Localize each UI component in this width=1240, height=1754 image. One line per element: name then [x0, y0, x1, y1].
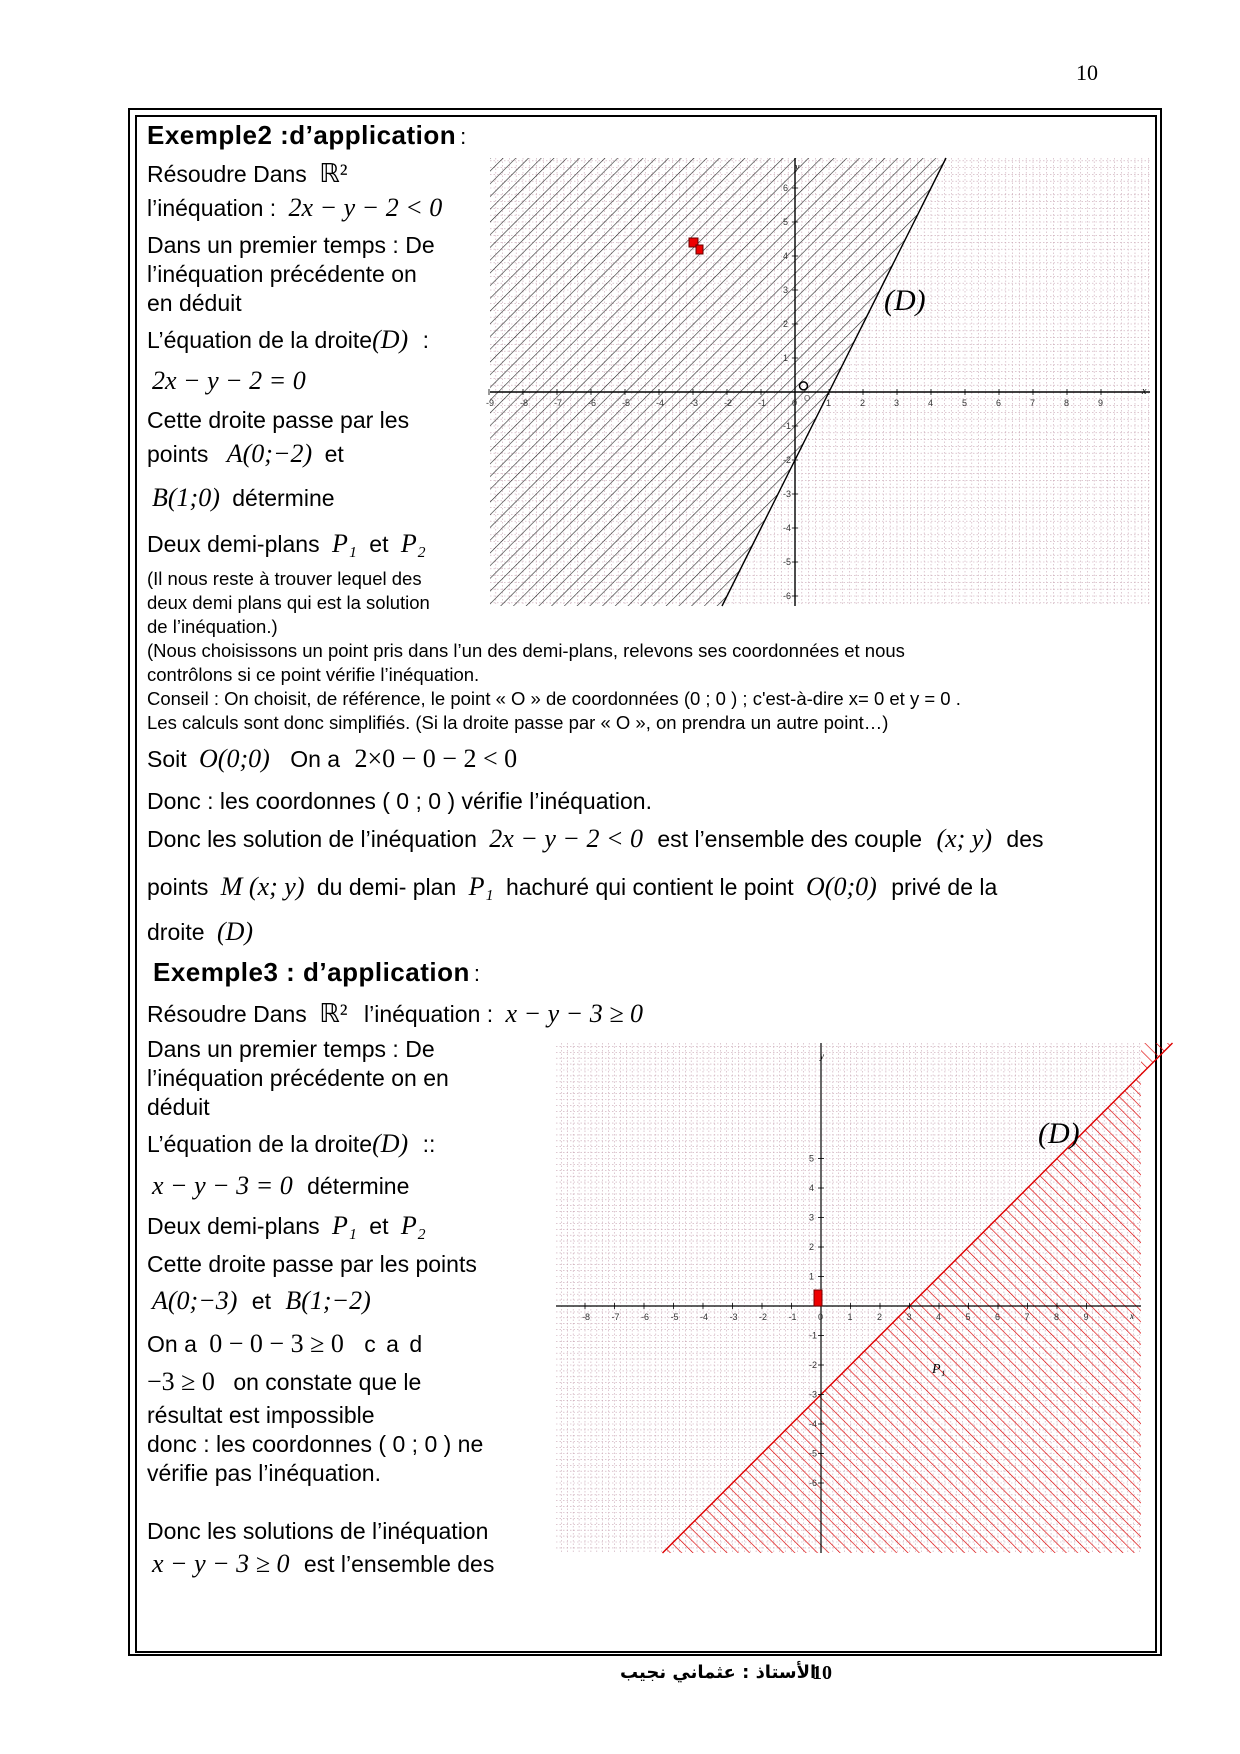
x-tick-label: -8 [520, 398, 529, 408]
page-number: 10 [1076, 60, 1098, 85]
graph2-x-axis-label: x [1130, 1311, 1134, 1321]
ex2-line8: Cette droite passe par les [147, 407, 410, 433]
ex2-line5: en déduit [147, 290, 242, 316]
ex2-note7: Les calculs sont donc simplifiés. (Si la droite passe par « O », on prendra un autre point…) [147, 712, 889, 733]
ex2-line6: L’équation de la droite(D) : [147, 325, 429, 354]
graph2-origin-marker [814, 1290, 822, 1306]
x-tick-label: 0 [818, 1312, 824, 1322]
graph1-hatched-region [490, 158, 946, 606]
ex2-line10: B(1;0) détermine [152, 483, 335, 512]
x-tick-label: 6 [995, 1312, 1001, 1322]
y-tick-label: 2 [809, 1242, 815, 1252]
ex2-droite: droite (D) [147, 917, 254, 946]
x-tick-label: -1 [788, 1312, 797, 1322]
ex3-line13: vérifie pas l’inéquation. [147, 1460, 381, 1486]
footer-author: الأستاذ : عثماني نجيب [620, 1662, 817, 1683]
x-tick-label: 5 [965, 1312, 971, 1322]
ex3-line1: Résoudre Dans ℝ² l’inéquation : x − y − 3 ≥ 0 [147, 999, 643, 1028]
ex2-line2: l’inéquation : 2x − y − 2 < 0 [147, 193, 443, 222]
ex3-equation: x − y − 3 = 0 détermine [152, 1171, 410, 1200]
x-tick-label: 1 [847, 1312, 853, 1322]
y-tick-label: -4 [809, 1419, 818, 1429]
ex3-line12: donc : les coordonnes ( 0 ; 0 ) ne [147, 1431, 484, 1457]
ex3-points: A(0;−3) et B(1;−2) [152, 1286, 371, 1315]
x-tick-label: 8 [1064, 398, 1070, 408]
y-tick-label: 2 [783, 319, 789, 329]
graph1-origin-label: O [804, 394, 811, 403]
x-tick-label: 1 [826, 398, 832, 408]
y-tick-label: -2 [783, 455, 792, 465]
ex2-line1: Résoudre Dans ℝ² [147, 159, 348, 188]
x-tick-label: -9 [486, 398, 495, 408]
ex2-donc1: Donc : les coordonnes ( 0 ; 0 ) vérifie l’inéquation. [147, 788, 652, 814]
graph1-marker [696, 245, 703, 254]
y-tick-label: 5 [809, 1153, 815, 1164]
ex2-note4: (Nous choisissons un point pris dans l’un des demi-plans, relevons ses coordonnées et nous [147, 640, 905, 661]
y-tick-label: 1 [783, 353, 789, 363]
x-tick-label: 8 [1054, 1312, 1060, 1322]
y-tick-label: -3 [783, 489, 792, 499]
x-tick-label: 2 [860, 398, 866, 408]
x-tick-label: -1 [758, 398, 767, 408]
x-tick-label: -3 [690, 398, 699, 408]
ex2-note6: Conseil : On choisit, de référence, le point « O » de coordonnées (0 ; 0 ) ; c'est-à-dire x= 0 et y = 0 . [147, 688, 961, 709]
ex3-line15: x − y − 3 ≥ 0 est l’ensemble des [152, 1549, 495, 1578]
ex3-line4: déduit [147, 1094, 210, 1120]
x-tick-label: -7 [611, 1312, 620, 1322]
ex3-line11: résultat est impossible [147, 1402, 375, 1428]
ex2-points: points M (x; y) du demi- plan P₁ hachuré qui contient le point O(0;0) privé de la [147, 872, 998, 901]
x-tick-label: 7 [1024, 1312, 1030, 1322]
y-tick-label: 3 [809, 1212, 815, 1223]
x-tick-label: -4 [700, 1312, 709, 1322]
x-tick-label: -6 [588, 398, 597, 408]
x-tick-label: 4 [928, 398, 934, 408]
ex2-equation: 2x − y − 2 = 0 [152, 366, 306, 395]
graph2-line-label: (D) [1038, 1117, 1080, 1150]
x-tick-label: -8 [582, 1312, 591, 1322]
x-tick-label: -6 [641, 1312, 650, 1322]
footer-page-number: 10 [812, 1662, 832, 1684]
graph1-line-label: (D) [884, 284, 926, 317]
ex2-donc2: Donc les solution de l’inéquation 2x − y − 2 < 0 est l’ensemble des couple (x; y) des [147, 824, 1044, 853]
x-tick-label: 5 [962, 398, 968, 408]
x-tick-label: -5 [622, 398, 631, 408]
y-tick-label: -6 [809, 1478, 818, 1488]
x-tick-label: 9 [1098, 398, 1104, 408]
ex3-calc2: −3 ≥ 0 on constate que le [147, 1367, 422, 1396]
ex3-line5: L’équation de la droite(D) :: [147, 1129, 436, 1158]
ex3-line14: Donc les solutions de l’inéquation [147, 1518, 489, 1544]
y-tick-label: -6 [783, 591, 792, 601]
ex2-line4: l’inéquation précédente on [147, 261, 417, 287]
ex3-line2: Dans un premier temps : De [147, 1036, 435, 1062]
y-tick-label: -1 [809, 1330, 818, 1341]
ex2-note1: (Il nous reste à trouver lequel des [147, 568, 422, 589]
graph-2 [556, 1043, 1141, 1553]
graph1-x-axis-label: x [1142, 386, 1147, 397]
graph2-region-label: P₁ [932, 1362, 946, 1377]
y-tick-label: -4 [783, 523, 792, 533]
ex2-line9: points A(0;−2) et [147, 439, 344, 468]
x-tick-label: -3 [729, 1312, 738, 1322]
ex3-ona: On a 0 − 0 − 3 ≥ 0 c a d [147, 1329, 425, 1358]
x-tick-label: 0 [792, 398, 798, 408]
x-tick-label: 2 [877, 1312, 883, 1322]
ex3-line3: l’inéquation précédente on en [147, 1065, 449, 1091]
x-tick-label: 7 [1030, 398, 1036, 408]
ex3-line8: Cette droite passe par les points [147, 1251, 477, 1277]
x-tick-label: -2 [724, 398, 733, 408]
x-tick-label: -4 [656, 398, 665, 408]
x-tick-label: 3 [906, 1312, 912, 1322]
y-tick-label: -3 [809, 1389, 818, 1400]
y-tick-label: 5 [783, 217, 789, 227]
graph-1 [486, 158, 1150, 606]
x-tick-label: -5 [670, 1312, 679, 1322]
y-tick-label: -5 [809, 1448, 818, 1459]
example2-title: Exemple2 :d’application : [147, 120, 467, 150]
x-tick-label: -7 [554, 398, 563, 408]
y-tick-label: -5 [783, 557, 792, 567]
ex3-line7: Deux demi-plans P₁ et P₂ [147, 1211, 426, 1240]
y-tick-label: 3 [783, 285, 789, 295]
x-tick-label: 9 [1083, 1312, 1089, 1322]
ex2-note3: de l’inéquation.) [147, 616, 278, 637]
ex2-note5: contrôlons si ce point vérifie l’inéquation. [147, 664, 480, 685]
y-tick-label: 4 [809, 1183, 815, 1193]
y-tick-label: 4 [783, 251, 789, 261]
graph1-y-axis-label: y [795, 162, 800, 173]
y-tick-label: 1 [809, 1271, 815, 1282]
example3-title: Exemple3 : d’application : [153, 957, 481, 987]
graph2-y-axis-label: y [820, 1051, 824, 1061]
x-tick-label: -2 [759, 1312, 768, 1322]
x-tick-label: 6 [996, 398, 1002, 408]
y-tick-label: 6 [783, 183, 789, 193]
ex2-soit: Soit O(0;0) On a 2×0 − 0 − 2 < 0 [147, 744, 518, 773]
x-tick-label: 3 [894, 398, 900, 408]
x-tick-label: 4 [936, 1312, 942, 1322]
ex2-note2: deux demi plans qui est la solution [147, 592, 430, 613]
ex2-line11: Deux demi-plans P₁ et P₂ [147, 529, 426, 558]
ex2-line3: Dans un premier temps : De [147, 232, 435, 258]
y-tick-label: -2 [809, 1360, 818, 1370]
y-tick-label: -1 [783, 421, 792, 431]
